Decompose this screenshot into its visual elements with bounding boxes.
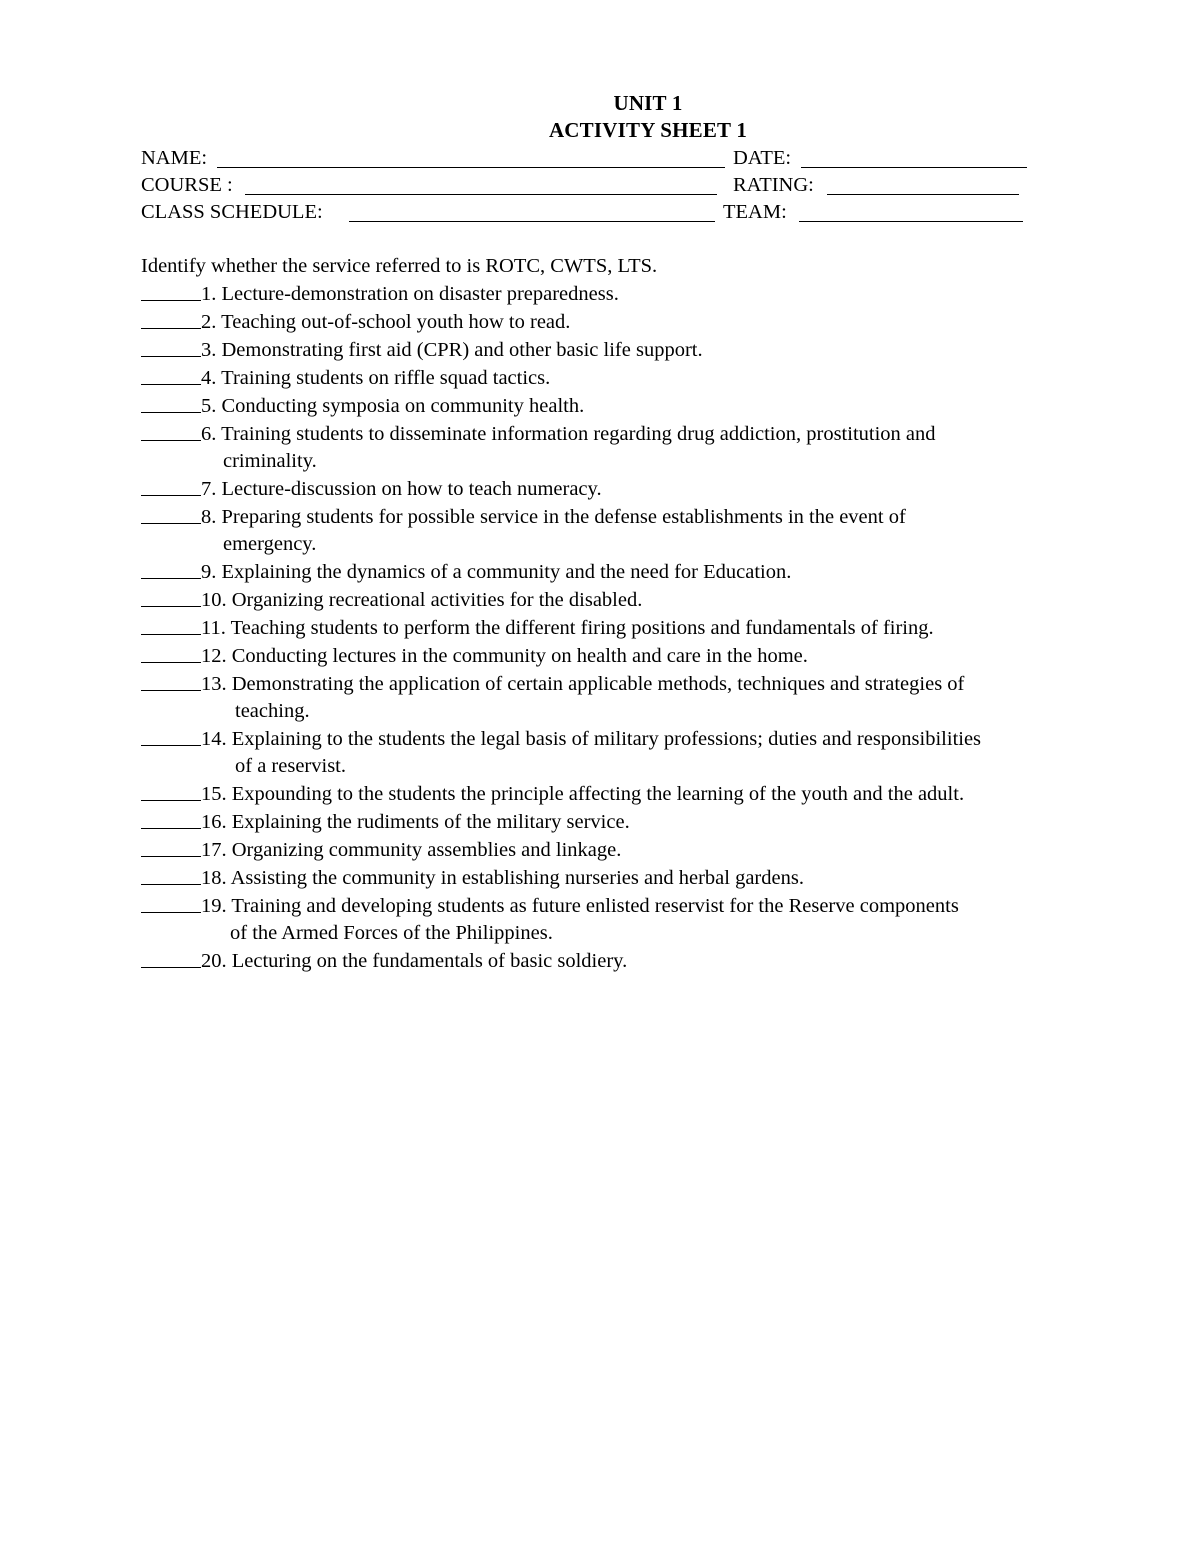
list-item <box>141 947 1141 975</box>
list-item <box>141 308 1141 336</box>
rating-label: RATING: <box>733 174 814 196</box>
answer-blank[interactable] <box>141 503 201 524</box>
answer-blank[interactable] <box>141 642 201 663</box>
answer-blank[interactable] <box>141 475 201 496</box>
rating-blank-line <box>827 194 1019 195</box>
item-text-continuation: criminality. <box>223 450 317 472</box>
item-text: Explaining the dynamics of a community and the need for Education. <box>221 561 792 583</box>
answer-blank[interactable] <box>141 420 201 441</box>
item-number: 14. <box>201 728 227 750</box>
name-blank-line <box>217 167 725 168</box>
list-item <box>141 725 1141 780</box>
answer-blank[interactable] <box>141 780 201 801</box>
item-number: 8. <box>201 506 217 528</box>
team-blank-line <box>799 221 1023 222</box>
item-text: Preparing students for possible service in the defense establishments in the event of <box>221 506 906 528</box>
item-number: 2. <box>201 311 217 333</box>
item-number: 6. <box>201 423 217 445</box>
list-item <box>141 280 1141 308</box>
item-text: Organizing community assemblies and linkage. <box>231 839 622 861</box>
answer-blank[interactable] <box>141 836 201 857</box>
answer-blank[interactable] <box>141 947 201 968</box>
item-text-continuation: emergency. <box>223 533 317 555</box>
answer-blank[interactable] <box>141 558 201 579</box>
item-number: 1. <box>201 283 217 305</box>
list-item <box>141 780 1141 808</box>
course-blank-line <box>245 194 717 195</box>
list-item <box>141 642 1141 670</box>
course-label: COURSE : <box>141 174 233 196</box>
instructions-text: Identify whether the service referred to is ROTC, CWTS, LTS. <box>141 255 658 277</box>
item-text: Organizing recreational activities for the disabled. <box>231 589 643 611</box>
list-item <box>141 336 1141 364</box>
list-item <box>141 364 1141 392</box>
class-schedule-label: CLASS SCHEDULE: <box>141 201 323 223</box>
answer-blank[interactable] <box>141 670 201 691</box>
item-number: 18. <box>201 867 227 889</box>
item-text: Demonstrating the application of certain applicable methods, techniques and strategies of <box>231 673 965 695</box>
item-text: Training and developing students as future enlisted reservist for the Reserve components <box>231 895 959 917</box>
item-text: Lecturing on the fundamentals of basic soldiery. <box>231 950 628 972</box>
list-item <box>141 808 1141 836</box>
item-text: Teaching out-of-school youth how to read. <box>221 311 571 333</box>
date-blank-line <box>801 167 1027 168</box>
answer-blank[interactable] <box>141 892 201 913</box>
item-number: 16. <box>201 811 227 833</box>
item-text: Conducting symposia on community health. <box>221 395 585 417</box>
class-schedule-blank-line <box>349 221 715 222</box>
date-label: DATE: <box>733 147 792 169</box>
item-text: Teaching students to perform the different firing positions and fundamentals of firing. <box>230 617 934 639</box>
item-number: 13. <box>201 673 227 695</box>
item-number: 15. <box>201 783 227 805</box>
item-number: 12. <box>201 645 227 667</box>
item-number: 4. <box>201 367 217 389</box>
list-item <box>141 836 1141 864</box>
item-number: 20. <box>201 950 227 972</box>
list-item <box>141 475 1141 503</box>
item-text: Training students on riffle squad tactics. <box>221 367 551 389</box>
item-text: Explaining the rudiments of the military service. <box>231 811 630 833</box>
item-number: 17. <box>201 839 227 861</box>
item-text-continuation: of a reservist. <box>235 755 346 777</box>
list-item <box>141 558 1141 586</box>
item-text: Expounding to the students the principle affecting the learning of the youth and the adult. <box>231 783 965 805</box>
item-number: 7. <box>201 478 217 500</box>
list-item <box>141 614 1141 642</box>
item-number: 19. <box>201 895 227 917</box>
answer-blank[interactable] <box>141 614 201 635</box>
team-label: TEAM: <box>723 201 787 223</box>
answer-blank[interactable] <box>141 392 201 413</box>
list-item <box>141 503 1141 558</box>
item-number: 3. <box>201 339 217 361</box>
item-text: Lecture-discussion on how to teach numeracy. <box>221 478 602 500</box>
list-item <box>141 392 1141 420</box>
answer-blank[interactable] <box>141 586 201 607</box>
question-list <box>141 280 1141 975</box>
list-item <box>141 892 1141 947</box>
item-text: Conducting lectures in the community on health and care in the home. <box>231 645 808 667</box>
answer-blank[interactable] <box>141 336 201 357</box>
answer-blank[interactable] <box>141 808 201 829</box>
list-item <box>141 864 1141 892</box>
answer-blank[interactable] <box>141 725 201 746</box>
item-text: Lecture-demonstration on disaster preparedness. <box>221 283 619 305</box>
list-item <box>141 420 1141 475</box>
unit-title: UNIT 1 <box>613 91 683 115</box>
answer-blank[interactable] <box>141 864 201 885</box>
item-text-continuation: teaching. <box>235 700 310 722</box>
item-number: 11. <box>201 617 226 639</box>
item-text: Assisting the community in establishing nurseries and herbal gardens. <box>230 867 804 889</box>
item-number: 10. <box>201 589 227 611</box>
list-item <box>141 586 1141 614</box>
answer-blank[interactable] <box>141 364 201 385</box>
item-text: Training students to disseminate information regarding drug addiction, prostitution and <box>221 423 936 445</box>
item-text: Explaining to the students the legal basis of military professions; duties and responsibilities <box>231 728 982 750</box>
item-text: Demonstrating first aid (CPR) and other basic life support. <box>221 339 703 361</box>
item-number: 9. <box>201 561 217 583</box>
list-item <box>141 670 1141 725</box>
name-label: NAME: <box>141 147 208 169</box>
answer-blank[interactable] <box>141 308 201 329</box>
activity-sheet-title: ACTIVITY SHEET 1 <box>548 118 748 142</box>
answer-blank[interactable] <box>141 280 201 301</box>
item-text-continuation: of the Armed Forces of the Philippines. <box>230 922 553 944</box>
item-number: 5. <box>201 395 217 417</box>
